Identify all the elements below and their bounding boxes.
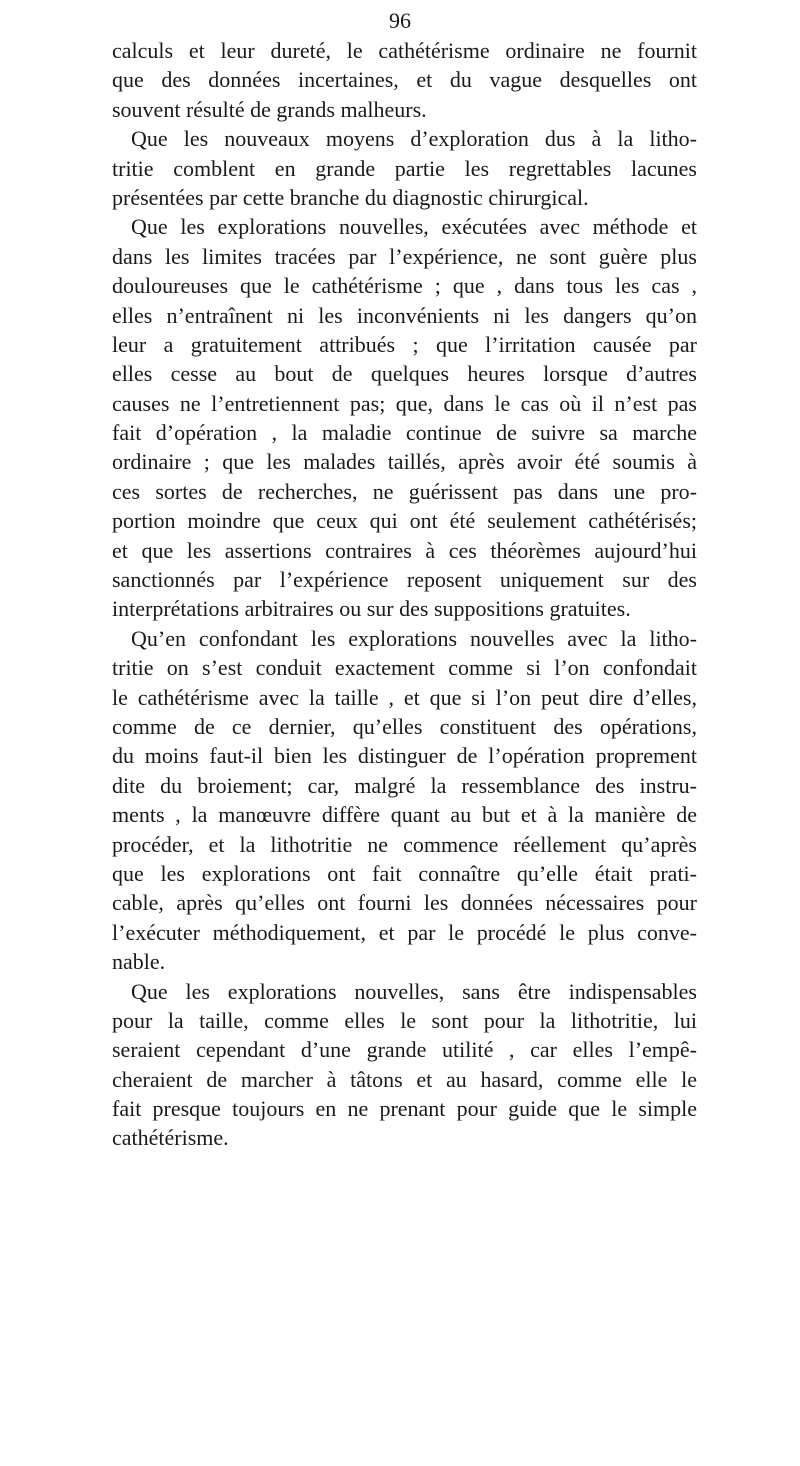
text-line: leur a gratuitement attribués ; que l’irritation causée par bbox=[112, 331, 697, 357]
text-line: causes ne l’entretiennent pas; que, dans le cas où il n’est pas bbox=[112, 390, 697, 416]
body-text bbox=[112, 36, 697, 1153]
text-line: Que les explorations nouvelles, exécutées avec méthode et bbox=[131, 214, 697, 240]
text-line: Qu’en confondant les explorations nouvelles avec la litho- bbox=[131, 625, 697, 651]
text-line: que les explorations ont fait connaître qu’elle était prati- bbox=[112, 860, 697, 886]
text-line: seraient cependant d’une grande utilité , car elles l’empê- bbox=[112, 1037, 697, 1063]
text-line: ments , la manœuvre diffère quant au but et à la manière de bbox=[112, 802, 697, 828]
text-line: elles n’entraînent ni les inconvénients ni les dangers qu’on bbox=[112, 302, 697, 328]
text-line: calculs et leur dureté, le cathétérisme ordinaire ne fournit bbox=[112, 38, 697, 63]
text-line: tritie comblent en grande partie les regrettables lacunes bbox=[112, 155, 697, 181]
text-line: comme de ce dernier, qu’elles constituent des opérations, bbox=[112, 713, 697, 739]
text-line: sanctionnés par l’expérience reposent uniquement sur des bbox=[112, 567, 697, 593]
text-line: dans les limites tracées par l’expérience, ne sont guère plus bbox=[112, 243, 697, 269]
text-line: procéder, et la lithotritie ne commence réellement qu’après bbox=[112, 831, 697, 857]
text-line: Que les explorations nouvelles, sans être indispensables bbox=[131, 978, 697, 1004]
text-line: cable, après qu’elles ont fourni les données nécessaires pour bbox=[112, 890, 697, 916]
text-line: portion moindre que ceux qui ont été seulement cathétérisés; bbox=[112, 508, 697, 534]
text-line: elles cesse au bout de quelques heures lorsque d’autres bbox=[112, 361, 697, 387]
text-line: souvent résulté de grands malheurs. bbox=[112, 96, 427, 122]
text-line: Que les nouveaux moyens d’exploration dus à la litho- bbox=[131, 126, 697, 152]
text-line: ces sortes de recherches, ne guérissent pas dans une pro- bbox=[112, 478, 697, 504]
text-line: pour la taille, comme elles le sont pour la lithotritie, lui bbox=[112, 1007, 697, 1033]
text-line: que des données incertaines, et du vague desquelles ont bbox=[112, 67, 697, 93]
text-line: ordinaire ; que les malades taillés, après avoir été soumis à bbox=[112, 449, 697, 475]
text-line: cheraient de marcher à tâtons et au hasard, comme elle le bbox=[112, 1066, 697, 1092]
text-line: interprétations arbitraires ou sur des suppositions gratuites. bbox=[112, 596, 631, 622]
text-line: fait presque toujours en ne prenant pour guide que le simple bbox=[112, 1096, 697, 1122]
text-line: le cathétérisme avec la taille , et que si l’on peut dire d’elles, bbox=[112, 684, 697, 710]
page-number: 96 bbox=[389, 8, 411, 33]
text-line: et que les assertions contraires à ces théorèmes aujourd’hui bbox=[112, 537, 697, 563]
text-line: présentées par cette branche du diagnostic chirurgical. bbox=[112, 184, 589, 210]
text-line: nable. bbox=[112, 949, 166, 975]
text-line: douloureuses que le cathétérisme ; que , dans tous les cas , bbox=[112, 273, 697, 299]
text-line: l’exécuter méthodiquement, et par le procédé le plus conve- bbox=[112, 919, 697, 945]
text-line: fait d’opération , la maladie continue de suivre sa marche bbox=[112, 420, 697, 446]
text-line: tritie on s’est conduit exactement comme si l’on confondait bbox=[112, 655, 697, 681]
text-line: du moins faut-il bien les distinguer de l’opération proprement bbox=[112, 743, 697, 769]
text-line: cathétérisme. bbox=[112, 1125, 229, 1151]
text-line: dite du broiement; car, malgré la ressemblance des instru- bbox=[112, 772, 697, 798]
